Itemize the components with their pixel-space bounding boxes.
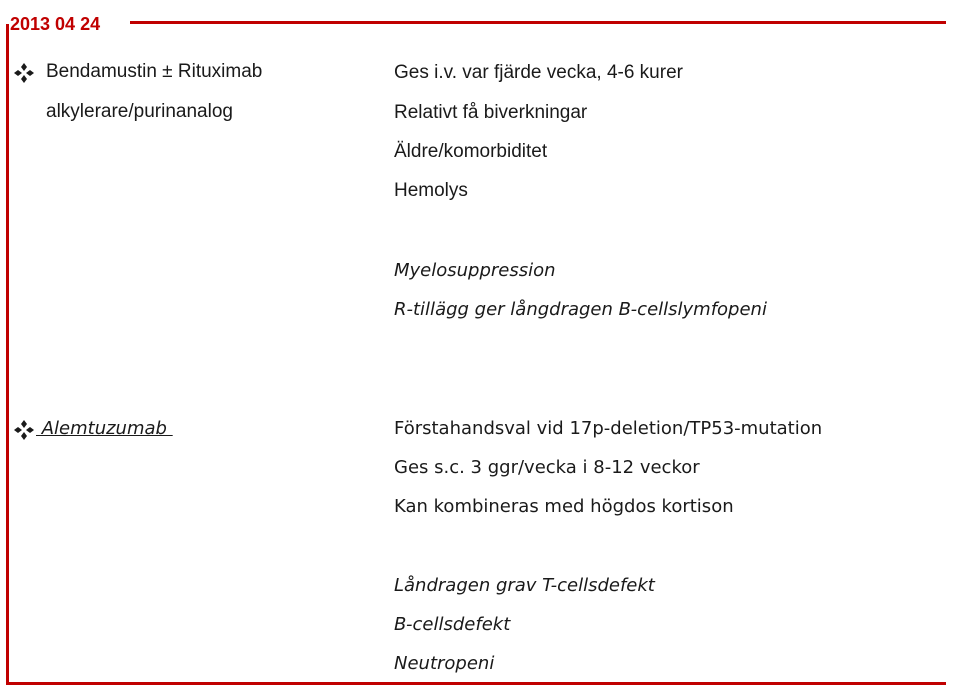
diamond-bullet-icon — [14, 63, 34, 83]
alemtuzumab-detail-2: Ges s.c. 3 ggr/vecka i 8-12 veckor — [394, 457, 700, 478]
alemtuzumab-side-effect-2: B-cellsdefekt — [394, 614, 511, 635]
top-divider — [130, 21, 946, 24]
bendamustin-detail-2: Relativt få biverkningar — [394, 102, 588, 123]
left-divider — [6, 24, 9, 685]
bendamustin-detail-3: Äldre/komorbiditet — [394, 141, 548, 162]
bendamustin-detail-1: Ges i.v. var fjärde vecka, 4-6 kurer — [394, 62, 683, 83]
bendamustin-detail-4: Hemolys — [394, 180, 468, 201]
bendamustin-side-effect-1: Myelosuppression — [394, 260, 556, 281]
bendamustin-title: Bendamustin ± Rituximab — [46, 61, 263, 82]
bottom-divider — [6, 682, 946, 685]
bendamustin-side-effect-2: R-tillägg ger långdragen B-cellslymfopeni — [394, 299, 767, 320]
diamond-bullet-icon — [14, 420, 34, 440]
alemtuzumab-detail-3: Kan kombineras med högdos kortison — [394, 496, 734, 517]
alemtuzumab-title: Alemtuzumab — [36, 418, 173, 439]
bendamustin-subtitle: alkylerare/purinanalog — [46, 101, 233, 122]
alemtuzumab-detail-1: Förstahandsval vid 17p-deletion/TP53-mutation — [394, 418, 823, 439]
slide-date: 2013 04 24 — [10, 14, 101, 34]
alemtuzumab-side-effect-1: Låndragen grav T-cellsdefekt — [394, 575, 655, 596]
alemtuzumab-side-effect-3: Neutropeni — [394, 653, 495, 674]
